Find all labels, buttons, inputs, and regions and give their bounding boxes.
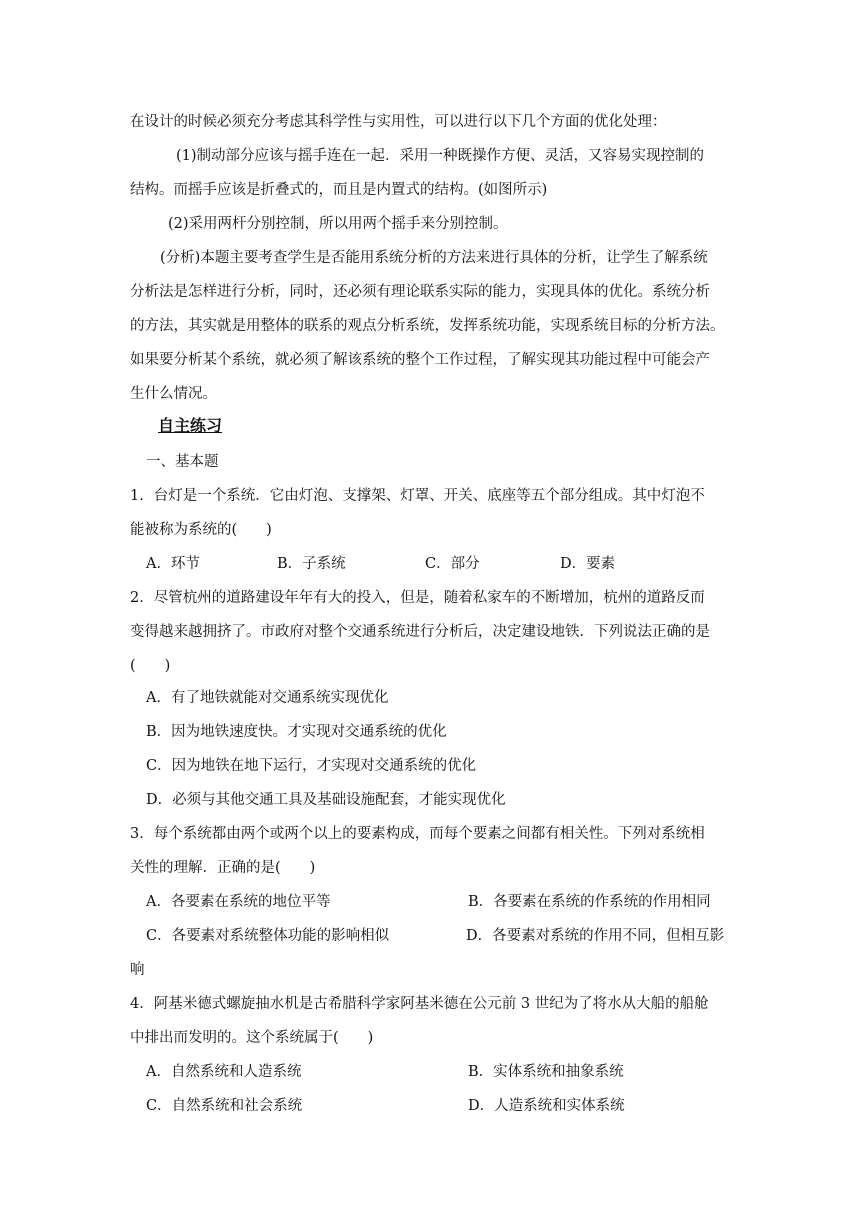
question-1-line-1: 1．台灯是一个系统．它由灯泡、支撑架、灯罩、开关、底座等五个部分组成。其中灯泡不: [130, 488, 705, 504]
question-4-line-2: 中排出而发明的。这个系统属于( ): [130, 1030, 374, 1046]
question-3-option-c: C．各要素对系统整体功能的影响相似: [146, 928, 390, 944]
analysis-line-4: 如果要分析某个系统，就必须了解该系统的整个工作过程，了解实现其功能过程中可能会产: [130, 352, 710, 368]
section-subheading: 一、基本题: [146, 454, 219, 470]
question-4-option-c: C．自然系统和社会系统: [146, 1098, 303, 1114]
question-3-option-a: A．各要素在系统的地位平等: [146, 894, 331, 910]
intro-point-1-line-1: (1)制动部分应该与摇手连在一起．采用一种既操作方便、灵活，又容易实现控制的: [176, 148, 705, 164]
question-2-option-a: A．有了地铁就能对交通系统实现优化: [146, 690, 389, 706]
question-2-option-d: D．必须与其他交通工具及基础设施配套，才能实现优化: [146, 792, 506, 808]
question-1-option-a: A．环节: [146, 556, 200, 572]
question-1-line-2: 能被称为系统的( ): [130, 522, 272, 538]
intro-line-1: 在设计的时候必须充分考虑其科学性与实用性，可以进行以下几个方面的优化处理：: [130, 114, 667, 130]
section-heading: 自主练习: [158, 416, 223, 435]
question-3-option-d: D．各要素对系统的作用不同，但相互影: [466, 928, 725, 944]
question-2-option-b: B．因为地铁速度快。才实现对交通系统的优化: [146, 724, 447, 740]
analysis-line-5: 生什么情况。: [130, 386, 217, 402]
question-2-line-3: ( ): [130, 658, 171, 674]
question-1-option-b: B．子系统: [277, 556, 346, 572]
question-4-option-b: B．实体系统和抽象系统: [468, 1064, 624, 1080]
question-4-option-d: D．人造系统和实体系统: [468, 1098, 625, 1114]
question-1-option-d: D．要素: [560, 556, 616, 572]
question-3-line-1: 3．每个系统都由两个或两个以上的要素构成，而每个要素之间都有相关性。下列对系统相: [130, 826, 705, 842]
question-1-option-c: C．部分: [425, 556, 480, 572]
question-3-option-d-continued: 响: [130, 962, 145, 978]
intro-point-2: (2)采用两杆分别控制，所以用两个摇手来分别控制。: [168, 216, 508, 232]
question-4-option-a: A．自然系统和人造系统: [146, 1064, 302, 1080]
question-2-line-2: 变得越来越拥挤了。市政府对整个交通系统进行分析后，决定建设地铁．下列说法正确的是: [130, 624, 710, 640]
question-2-line-1: 2．尽管杭州的道路建设年年有大的投入，但是，随着私家车的不断增加，杭州的道路反而: [130, 590, 705, 606]
question-2-option-c: C．因为地铁在地下运行，才实现对交通系统的优化: [146, 758, 477, 774]
question-4-line-1: 4．阿基米德式螺旋抽水机是古希腊科学家阿基米德在公元前 3 世纪为了将水从大船的船舱: [130, 996, 709, 1012]
analysis-line-3: 的方法，其实就是用整体的联系的观点分析系统，发挥系统功能，实现系统目标的分析方法。: [130, 318, 725, 334]
question-3-line-2: 关性的理解．正确的是( ): [130, 860, 316, 876]
analysis-line-2: 分析法是怎样进行分析，同时，还必须有理论联系实际的能力，实现具体的优化。系统分析: [130, 284, 710, 300]
intro-point-1-line-2: 结构。而摇手应该是折叠式的，而且是内置式的结构。(如图所示): [130, 182, 548, 198]
question-3-option-b: B．各要素在系统的作系统的作用相同: [468, 894, 711, 910]
analysis-line-1: (分析)本题主要考查学生是否能用系统分析的方法来进行具体的分析，让学生了解系统: [160, 250, 708, 266]
